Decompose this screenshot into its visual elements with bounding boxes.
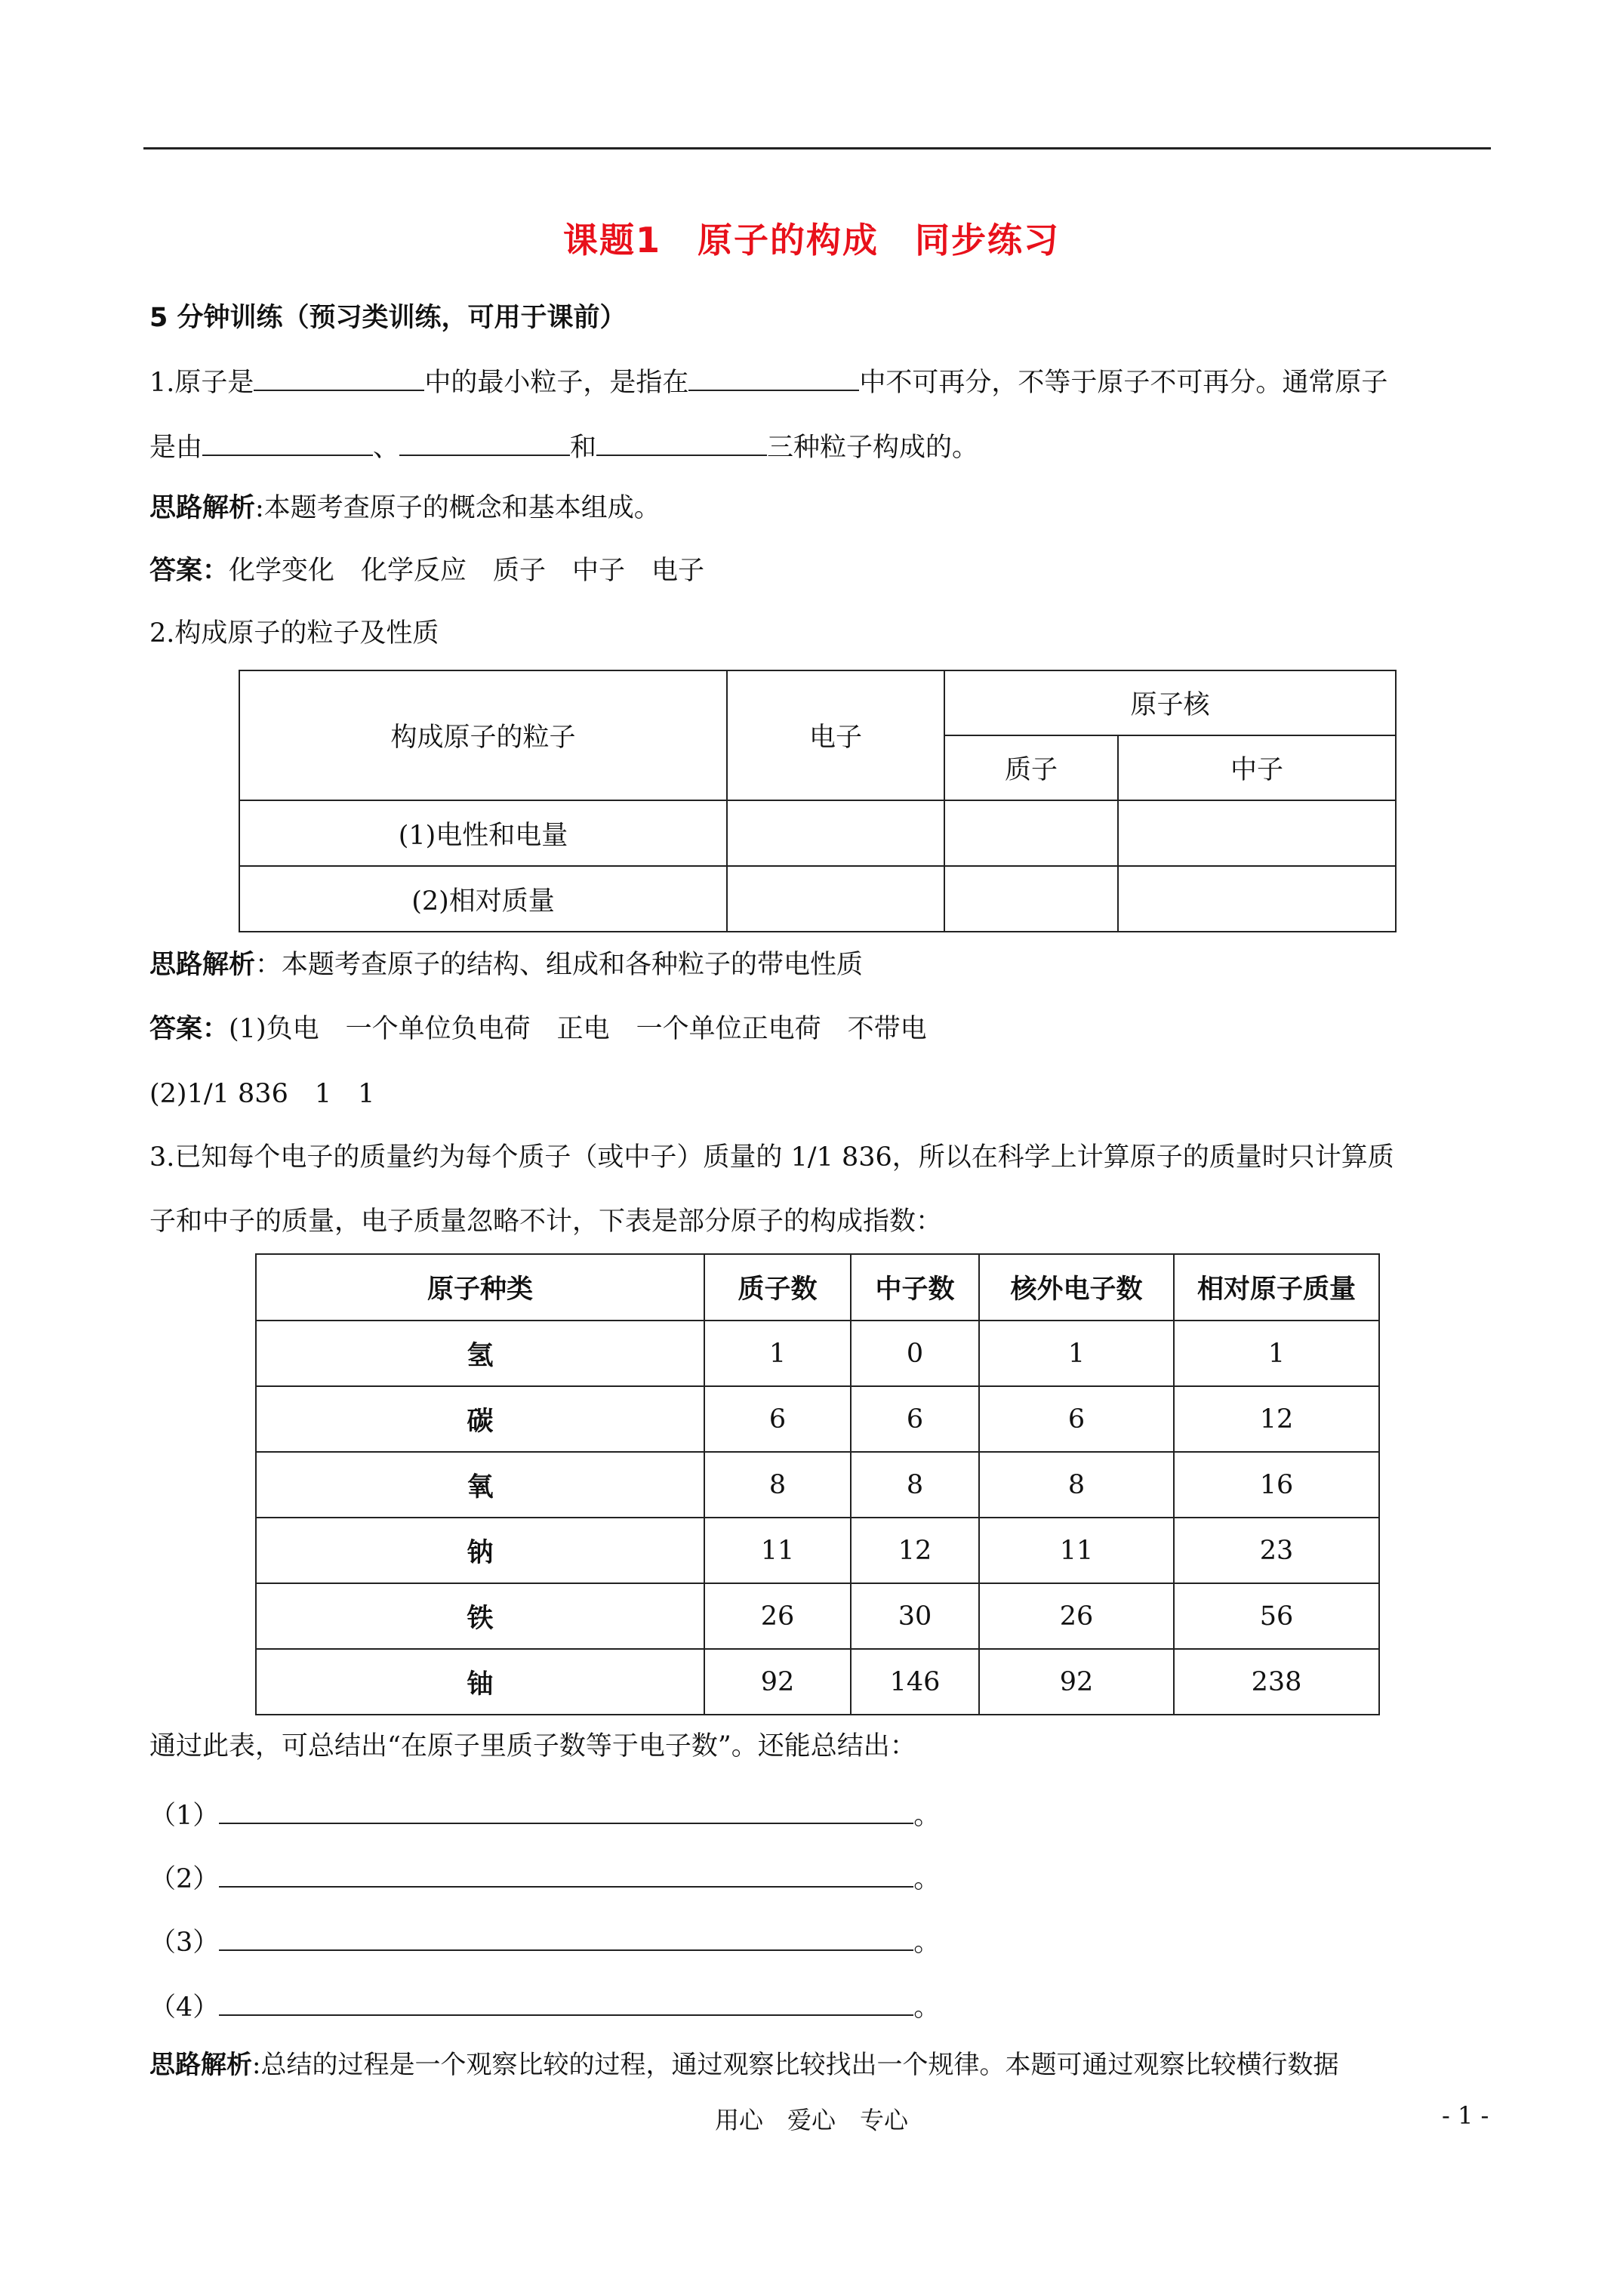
q1-text-f: 和 — [570, 433, 597, 463]
cell-electrons: 1 — [979, 1321, 1174, 1386]
q2-stem: 2.构成原子的粒子及性质 — [149, 618, 439, 649]
cell-protons: 11 — [704, 1518, 851, 1583]
q3-header-electrons: 核外电子数 — [979, 1254, 1174, 1321]
q2-cell-electron-mass[interactable] — [727, 866, 944, 932]
cell-element: 氧 — [256, 1452, 704, 1518]
cell-mass: 12 — [1174, 1386, 1379, 1452]
q1-text-c: 中不可再分，不等于原子不可再分。通常原子 — [859, 368, 1388, 398]
table-row — [256, 1321, 1379, 1386]
fill-label: （3） — [149, 1928, 220, 1958]
q1-text-d: 是由 — [149, 433, 203, 463]
fill-blank[interactable] — [219, 1987, 913, 2016]
section-heading: 5 分钟训练（预习类训练，可用于课前） — [149, 303, 627, 333]
q1-text-b: 中的最小粒子，是指在 — [424, 368, 689, 398]
q2-row-mass: (2)相对质量 — [239, 866, 727, 932]
cell-mass: 56 — [1174, 1583, 1379, 1649]
cell-neutrons: 12 — [851, 1518, 979, 1583]
q1-answer-text: 化学变化 化学反应 质子 中子 电子 — [229, 556, 705, 586]
q1-blank-3[interactable] — [202, 427, 373, 456]
fill-end: 。 — [913, 1928, 941, 1958]
cell-element: 铀 — [256, 1649, 704, 1715]
q2-analysis-text: ：本题考查原子的结构、组成和各种粒子的带电性质 — [255, 950, 864, 980]
q3-header-neutrons: 中子数 — [851, 1254, 979, 1321]
q2-header-proton: 质子 — [944, 735, 1118, 800]
fill-blank[interactable] — [219, 1922, 913, 1951]
q2-answer-text: (1)负电 一个单位负电荷 正电 一个单位正电荷 不带电 — [229, 1014, 927, 1044]
q2-table — [239, 670, 1397, 932]
q1-blank-4[interactable] — [399, 427, 570, 456]
q1-blank-1[interactable] — [254, 362, 424, 391]
fill-end: 。 — [913, 1864, 941, 1894]
cell-protons: 6 — [704, 1386, 851, 1452]
fill-blank[interactable] — [219, 1859, 913, 1888]
cell-protons: 26 — [704, 1583, 851, 1649]
cell-element: 氢 — [256, 1321, 704, 1386]
q3-header-element: 原子种类 — [256, 1254, 704, 1321]
cell-neutrons: 146 — [851, 1649, 979, 1715]
cell-mass: 238 — [1174, 1649, 1379, 1715]
q3-fill-4 — [149, 1987, 940, 2025]
cell-element: 铁 — [256, 1583, 704, 1649]
q1-answer — [149, 553, 704, 588]
q2-answer-label: 答案： — [149, 1014, 229, 1044]
q2-answer — [149, 1012, 927, 1046]
q2-answer-line2: (2)1/1 836 1 1 — [149, 1079, 375, 1109]
q2-row-charge: (1)电性和电量 — [239, 800, 727, 866]
q3-fill-3 — [149, 1922, 940, 1960]
cell-mass: 1 — [1174, 1321, 1379, 1386]
cell-protons: 1 — [704, 1321, 851, 1386]
q1-line2 — [149, 427, 978, 465]
table-row — [256, 1452, 1379, 1518]
q2-header-particle: 构成原子的粒子 — [239, 670, 727, 800]
q1-text-a: 1.原子是 — [149, 368, 254, 398]
q2-analysis-label: 思路解析 — [149, 950, 256, 980]
table-row — [256, 1386, 1379, 1452]
q1-text-g: 三种粒子构成的。 — [767, 433, 979, 463]
table-row — [256, 1518, 1379, 1583]
q3-summary: 通过此表，可总结出“在原子里质子数等于电子数”。还能总结出： — [149, 1731, 916, 1761]
q3-stem-line2: 子和中子的质量，电子质量忽略不计，下表是部分原子的构成指数： — [149, 1207, 943, 1237]
fill-end: 。 — [913, 1992, 941, 2023]
q3-analysis — [149, 2048, 1338, 2082]
cell-neutrons: 30 — [851, 1583, 979, 1649]
q3-header-mass: 相对原子质量 — [1174, 1254, 1379, 1321]
cell-element: 钠 — [256, 1518, 704, 1583]
fill-blank[interactable] — [219, 1795, 913, 1824]
q2-header-electron: 电子 — [727, 670, 944, 800]
q2-header-neutron: 中子 — [1118, 735, 1396, 800]
q1-blank-5[interactable] — [596, 427, 767, 456]
cell-element: 碳 — [256, 1386, 704, 1452]
cell-electrons: 26 — [979, 1583, 1174, 1649]
q3-fill-2 — [149, 1859, 940, 1897]
cell-neutrons: 0 — [851, 1321, 979, 1386]
page-number: - 1 - — [1442, 2101, 1489, 2130]
cell-neutrons: 8 — [851, 1452, 979, 1518]
q2-cell-neutron-mass[interactable] — [1118, 866, 1396, 932]
q3-header-protons: 质子数 — [704, 1254, 851, 1321]
fill-label: （1） — [149, 1801, 220, 1831]
cell-protons: 8 — [704, 1452, 851, 1518]
fill-end: 。 — [913, 1801, 941, 1831]
cell-mass: 16 — [1174, 1452, 1379, 1518]
fill-label: （4） — [149, 1992, 220, 2023]
cell-electrons: 92 — [979, 1649, 1174, 1715]
q2-analysis — [149, 948, 863, 982]
cell-electrons: 6 — [979, 1386, 1174, 1452]
cell-mass: 23 — [1174, 1518, 1379, 1583]
q3-analysis-text: :总结的过程是一个观察比较的过程，通过观察比较找出一个规律。本题可通过观察比较横行数据 — [252, 2050, 1339, 2080]
table-row — [256, 1583, 1379, 1649]
q1-analysis-text: :本题考查原子的概念和基本组成。 — [255, 493, 661, 523]
q2-header-nucleus: 原子核 — [944, 670, 1396, 735]
cell-electrons: 11 — [979, 1518, 1174, 1583]
cell-electrons: 8 — [979, 1452, 1174, 1518]
page-footer: 用心 爱心 专心 — [714, 2106, 908, 2134]
header-rule — [143, 147, 1491, 149]
page-title: 课题1 原子的构成 同步练习 — [562, 220, 1060, 260]
q2-cell-proton-mass[interactable] — [944, 866, 1118, 932]
cell-neutrons: 6 — [851, 1386, 979, 1452]
cell-protons: 92 — [704, 1649, 851, 1715]
q3-fill-1 — [149, 1795, 940, 1833]
q1-answer-label: 答案： — [149, 556, 229, 586]
q1-analysis — [149, 491, 661, 525]
q2-cell-proton-charge[interactable] — [944, 800, 1118, 866]
q2-cell-electron-charge[interactable] — [727, 800, 944, 866]
q2-cell-neutron-charge[interactable] — [1118, 800, 1396, 866]
q1-analysis-label: 思路解析 — [149, 493, 256, 523]
q1-text-e: 、 — [373, 433, 400, 463]
q1-blank-2[interactable] — [688, 362, 859, 391]
table-row — [256, 1649, 1379, 1715]
q3-stem-line1: 3.已知每个电子的质量约为每个质子（或中子）质量的 1/1 836，所以在科学上计算原子的质量时只计算质 — [149, 1142, 1394, 1173]
q3-analysis-label: 思路解析 — [149, 2050, 252, 2080]
q1-line1 — [149, 362, 1387, 400]
fill-label: （2） — [149, 1864, 220, 1894]
q3-table — [255, 1253, 1380, 1715]
